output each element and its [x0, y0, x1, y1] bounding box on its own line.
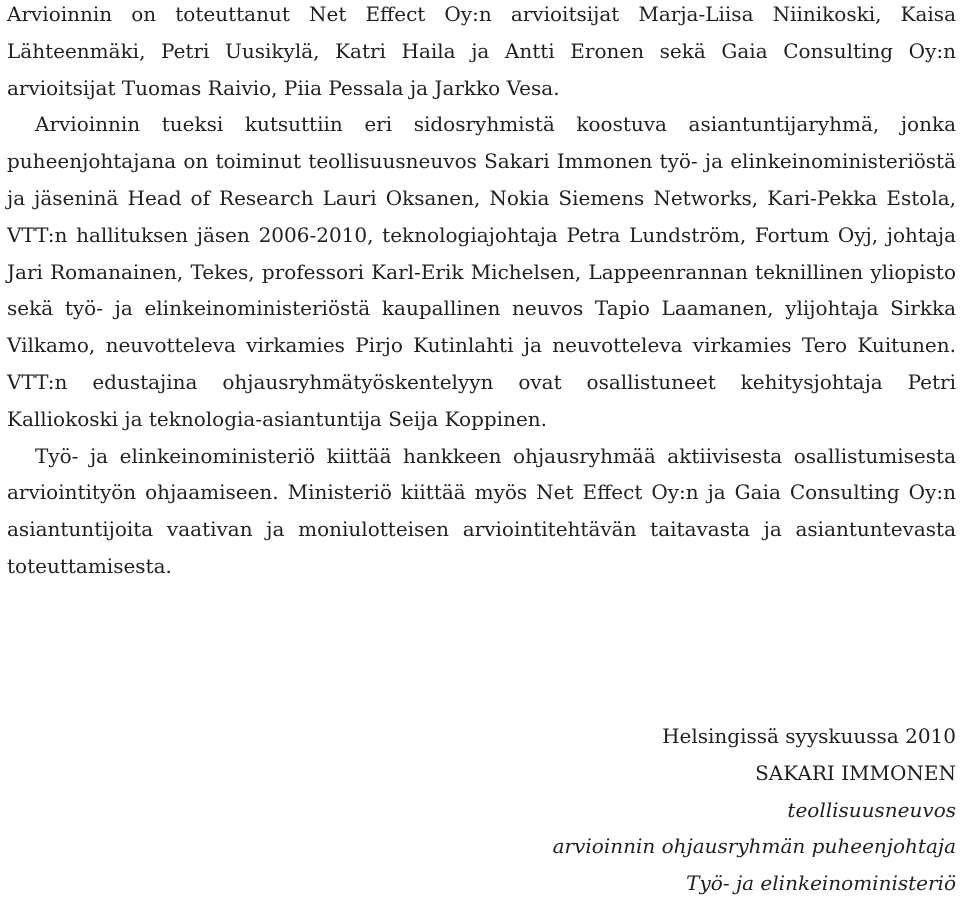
signature-role: arvioinnin ohjausryhmän puheenjohtaja: [552, 834, 956, 859]
signature-title: teollisuusneuvos: [787, 797, 956, 822]
paragraph-acknowledgements: Työ- ja elinkeinoministeriö kiittää hankkeen ohjausryhmää aktiivisesta osallistumisesta arviointityön ohjaamiseen. Ministeriö kiittää myös Net Effect Oy:n ja Gaia Consulting Oy:n asiantuntijoita vaativan ja moniulotteisen arviointitehtävän taitavasta ja asiantuntevasta toteuttamisesta.: [7, 443, 956, 578]
signature-organization: Työ- ja elinkeinoministeriö: [686, 871, 956, 896]
signature-block: [553, 718, 956, 902]
paragraph-expert-group: Arvioinnin tueksi kutsuttiin eri sidosryhmistä koostuva asiantuntijaryhmä, jonka puheenjohtajana on toiminut teollisuusneuvos Sakari Immonen työ- ja elinkeinoministeriöstä ja jäseninä Head of Research Lauri Oksanen, Nokia Siemens Networks, Kari-Pekka Estola, VTT:n hallituksen jäsen 2006-2010, teknologiajohtaja Petra Lundström, Fortum Oyj, johtaja Jari Romanainen, Tekes, professori Karl-Erik Michelsen, Lappeenrannan teknillinen yliopisto sekä työ- ja elinkeinoministeriöstä kaupallinen neuvos Tapio Laamanen, ylijohtaja Sirkka Vilkamo, neuvotteleva virkamies Pirjo Kutinlahti ja neuvotteleva virkamies Tero Kuitunen. VTT:n edustajina ohjausryhmätyöskentelyyn ovat osallistuneet kehitysjohtaja Petri Kalliokoski ja teknologia-asiantuntija Seija Koppinen.: [7, 112, 956, 431]
paragraph-evaluators: Arvioinnin on toteuttanut Net Effect Oy:n arvioitsijat Marja-Liisa Niinikoski, Kaisa Lähteenmäki, Petri Uusikylä, Katri Haila ja Antti Eronen sekä Gaia Consulting Oy:n arvioitsijat Tuomas Raivio, Piia Pessala ja Jarkko Vesa.: [7, 2, 956, 100]
signature-place-date: Helsingissä syyskuussa 2010: [662, 724, 956, 748]
signature-name: SAKARI IMMONEN: [755, 760, 956, 785]
